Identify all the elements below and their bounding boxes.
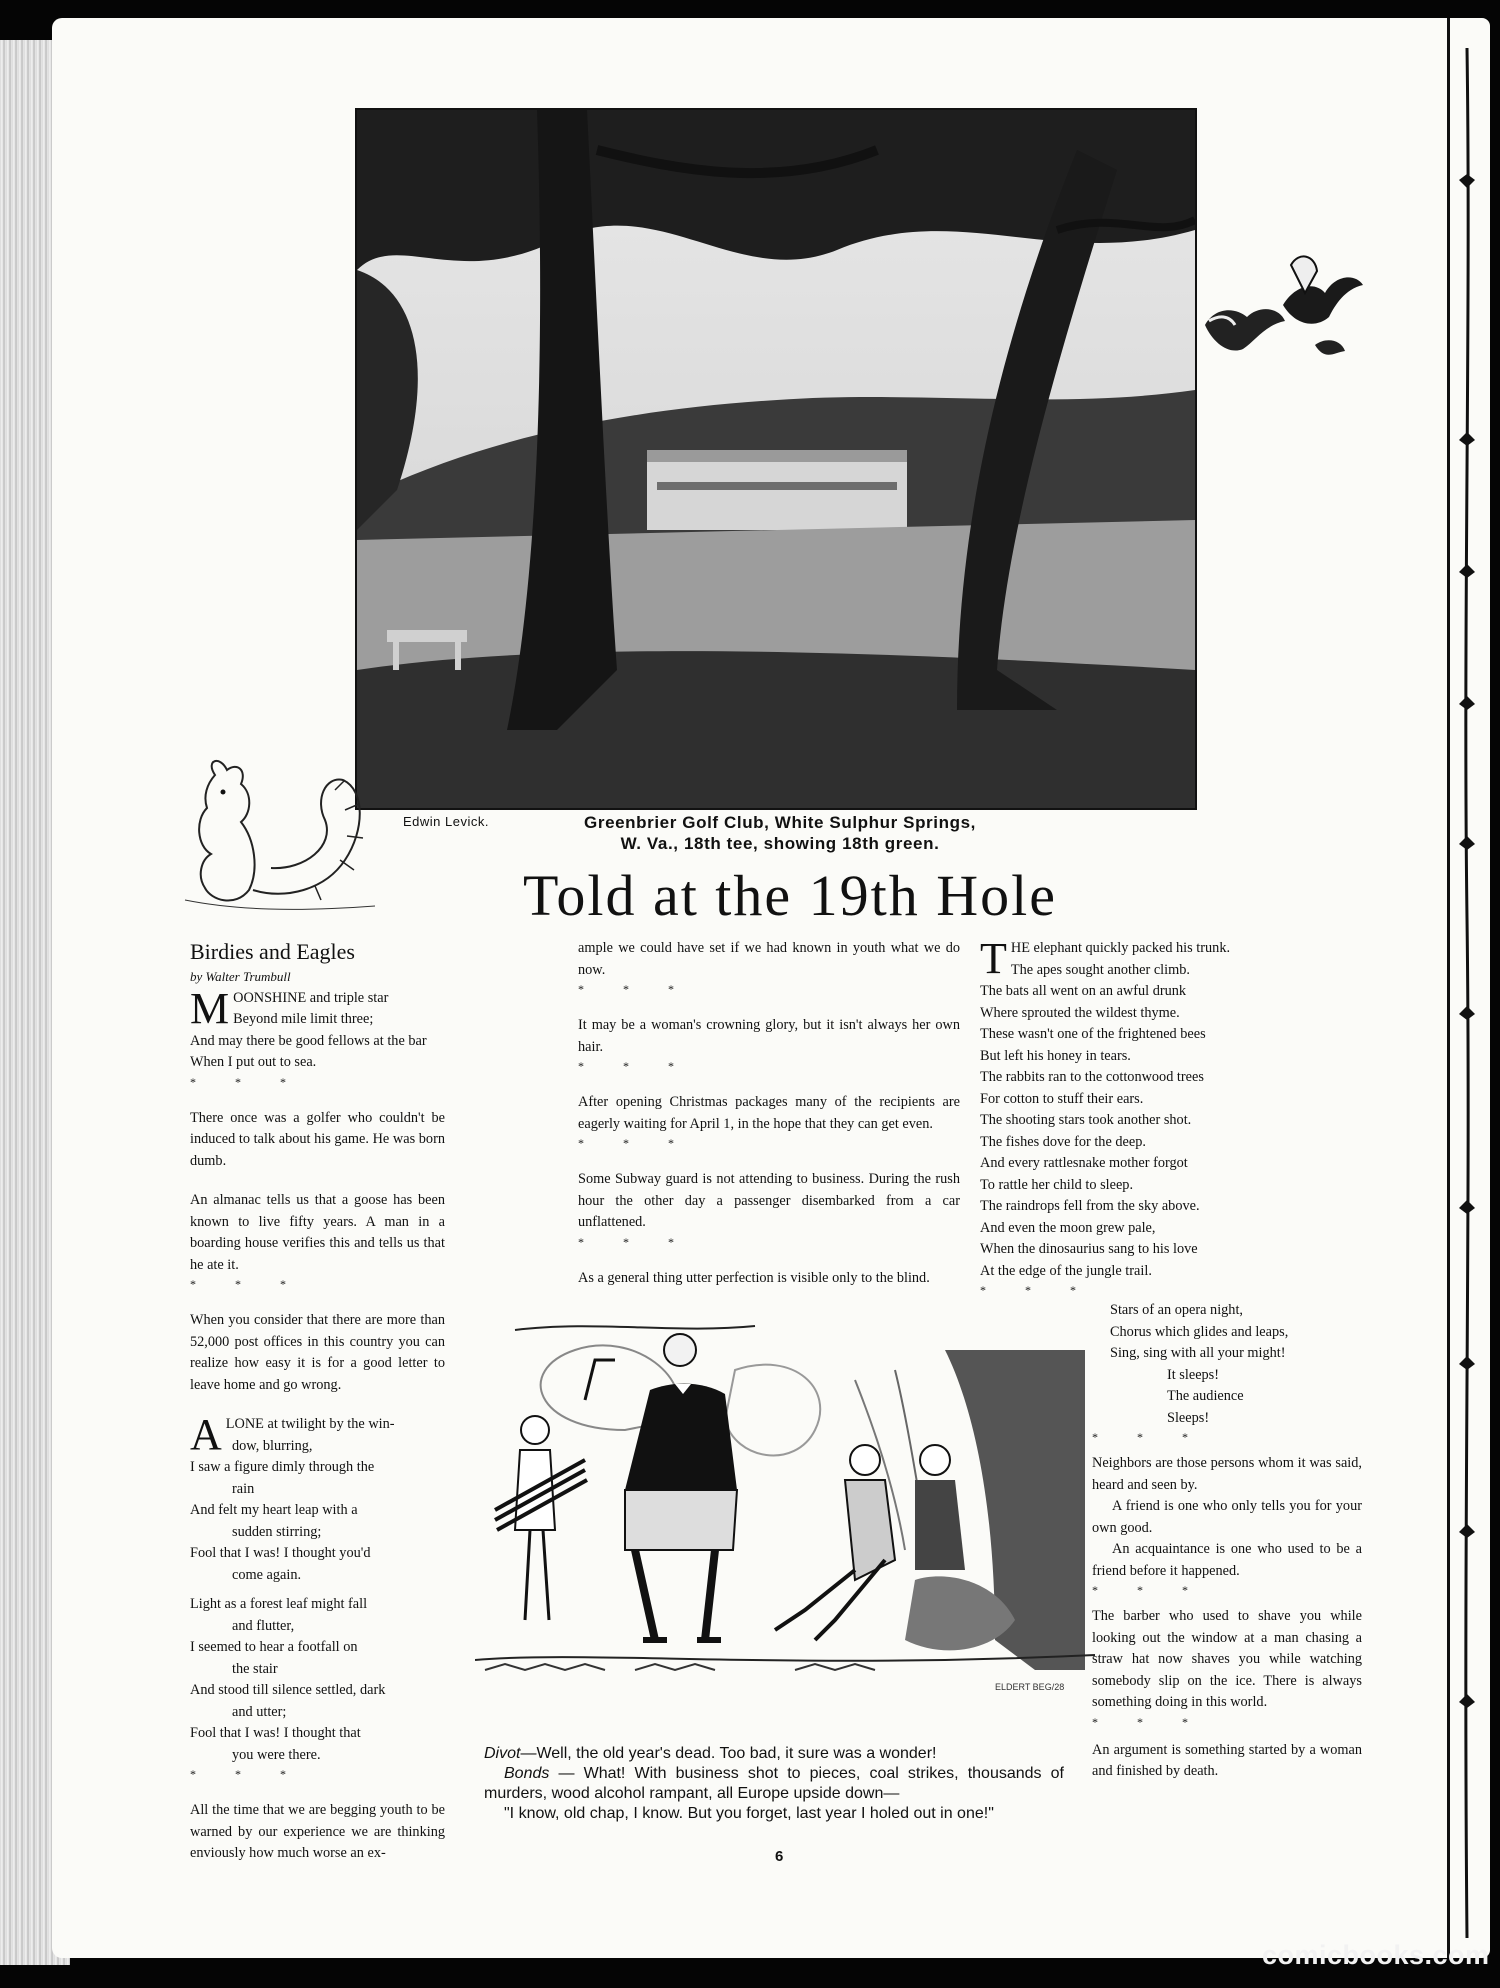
speaker-bonds: Bonds [504,1765,550,1782]
section-divider: * * * [1092,1430,1206,1444]
page-number: 6 [775,1848,784,1865]
verse-line: Beyond mile limit three; [233,1011,374,1027]
verse-line: Sing, sing with all your might! [1110,1345,1286,1361]
paragraph: After opening Christmas packages many of the recipients are eagerly waiting for April 1, in the hope that they can get even. [578,1094,960,1132]
section-divider: * * * [1092,1714,1206,1729]
dialogue-line-2: — What! With business shot to pieces, coal strikes, thousands of murders, wood alcohol rampant, all Europe upside down— [484,1765,1064,1802]
verse-line: It sleeps! [1167,1366,1220,1383]
verse-line: Chorus which glides and leaps, [1110,1323,1289,1340]
verse-line: Stars of an opera night, [1110,1302,1244,1318]
verse-line: The shooting stars took another shot. [980,1112,1192,1128]
verse-line: I seemed to hear a footfall on [190,1639,358,1655]
verse-line: I saw a figure dimly through the [190,1459,375,1475]
verse-moonshine [190,983,445,1074]
paragraph: All the time that we are begging youth to be warned by our experience we are thinking enviously how much worse an ex- [190,1802,445,1861]
caption-line-2: W. Va., 18th tee, showing 18th green. [620,834,940,853]
drop-cap: A [190,1410,222,1459]
verse-line: These wasn't one of the frightened bees [980,1026,1206,1042]
verse-line: and utter; [232,1703,287,1720]
verse-line: The fishes dove for the deep. [980,1133,1146,1150]
speaker-divot: Divot [484,1745,521,1762]
verse-line: OONSHINE and triple star [233,989,389,1006]
column-3 [980,934,1350,1298]
verse-line: The apes sought another climb. [1010,961,1190,978]
paragraph: An argument is something started by a woman and finished by death. [1092,1741,1362,1779]
page-title: Told at the 19th Hole [522,863,1058,928]
verse-line: For cotton to stuff their ears. [980,1090,1144,1107]
verse-line: and flutter, [232,1617,295,1634]
column-3-lower [1092,1300,1362,1783]
column-2 [578,938,960,1289]
svg-text:ELDERT BEG/28: ELDERT BEG/28 [995,1682,1065,1692]
verse-line: Light as a forest leaf might fall [190,1596,368,1612]
verse-line: The rabbits ran to the cottonwood trees [980,1069,1204,1085]
verse-line: rain [232,1480,255,1497]
section-divider: * * * [578,1136,692,1150]
verse-line: come again. [232,1566,302,1583]
paragraph: When you consider that there are more than 52,000 post offices in this country you can realize how easy it is for a good letter to leave home and go wrong. [190,1312,445,1393]
verse-line: Fool that I was! I thought that [190,1725,361,1741]
byline: by Walter Trumbull [190,969,291,984]
verse-line: sudden stirring; [232,1523,322,1540]
verse-line: And felt my heart leap with a [190,1502,358,1518]
paragraph: Neighbors are those persons whom it was said, heard and seen by. [1092,1455,1362,1493]
dialogue-line-3: "I know, old chap, I know. But you forget, last year I holed out in one!" [504,1805,994,1822]
paragraph: An acquaintance is one who used to be a friend before it happened. [1092,1541,1362,1579]
paragraph: Some Subway guard is not attending to business. During the rush hour the other day a passenger disembarked from a car unflattened. [578,1171,960,1230]
caption-line-1: Greenbrier Golf Club, White Sulphur Springs, [584,813,976,832]
photo-credit: Edwin Levick. [403,814,489,829]
verse-line: And may there be good fellows at the bar [190,1032,427,1049]
section-divider: * * * [190,1277,304,1291]
site-watermark: comicbooks.com [1262,1940,1490,1970]
section-divider: * * * [1092,1583,1206,1597]
verse-line: LONE at twilight by the win- [225,1416,395,1432]
verse-line: When I put out to sea. [190,1054,317,1070]
section-divider: * * * [190,1767,304,1781]
drop-cap: T [980,934,1007,983]
section-divider: * * * [578,982,692,996]
section-divider: * * * [578,1234,692,1249]
paragraph: As a general thing utter perfection is visible only to the blind. [578,1269,930,1286]
paragraph: A friend is one who only tells you for your own good. [1092,1498,1362,1536]
verse-elephant [980,934,1350,1282]
verse-line: Sleeps! [1167,1409,1210,1426]
verse-line: the stair [232,1660,278,1677]
verse-line: dow, blurring, [232,1437,313,1454]
column-heading: Birdies and Eagles [190,939,355,964]
paragraph: It may be a woman's crowning glory, but it isn't always her own hair. [578,1017,960,1055]
verse-line: Fool that I was! I thought you'd [190,1545,371,1561]
verse-line: At the edge of the jungle trail. [980,1262,1152,1279]
section-divider: * * * [980,1283,1094,1297]
squirrel-illustration [175,750,395,920]
verse-line: But left his honey in tears. [980,1047,1131,1064]
verse-line: And every rattlesnake mother forgot [980,1155,1188,1171]
golf-club-photo [355,108,1197,810]
paragraph: An almanac tells us that a goose has been known to live fifty years. A man in a boarding house verifies this and tells us that he ate it. [190,1192,445,1273]
verse-line: The bats all went on an awful drunk [980,983,1187,999]
paragraph: There once was a golfer who couldn't be induced to talk about his game. He was born dumb. [190,1109,445,1169]
verse-alone [190,1410,445,1766]
verse-line: The audience [1167,1388,1244,1404]
verse-line: To rattle her child to sleep. [980,1176,1134,1193]
drop-cap: M [190,983,230,1033]
verse-opera [1092,1300,1362,1429]
photo-caption [545,812,1015,854]
cartoon-dialogue [484,1744,1064,1824]
verse-line: And stood till silence settled, dark [190,1682,386,1698]
verse-line: HE elephant quickly packed his trunk. [1010,940,1231,956]
verse-line: The raindrops fell from the sky above. [980,1198,1200,1214]
verse-line: Where sprouted the wildest thyme. [980,1004,1180,1021]
verse-line: And even the moon grew pale, [980,1219,1156,1236]
section-divider: * * * [190,1074,304,1089]
vine-border-decoration [1447,18,1487,1958]
verse-line: you were there. [232,1746,321,1763]
column-1 [190,938,445,1865]
section-divider: * * * [578,1059,692,1073]
paragraph: ample we could have set if we had known in youth what we do now. [578,940,960,978]
golf-cartoon-illustration [475,1310,1095,1740]
verse-line: When the dinosaurius sang to his love [980,1241,1198,1257]
flying-birds-illustration [1195,245,1370,385]
paragraph: The barber who used to shave you while looking out the window at a man chasing a straw hat now shaves you while watching somebody slip on the ice. There is always something doing in this world. [1092,1608,1362,1710]
dialogue-line-1: —Well, the old year's dead. Too bad, it sure was a wonder! [520,1745,937,1762]
